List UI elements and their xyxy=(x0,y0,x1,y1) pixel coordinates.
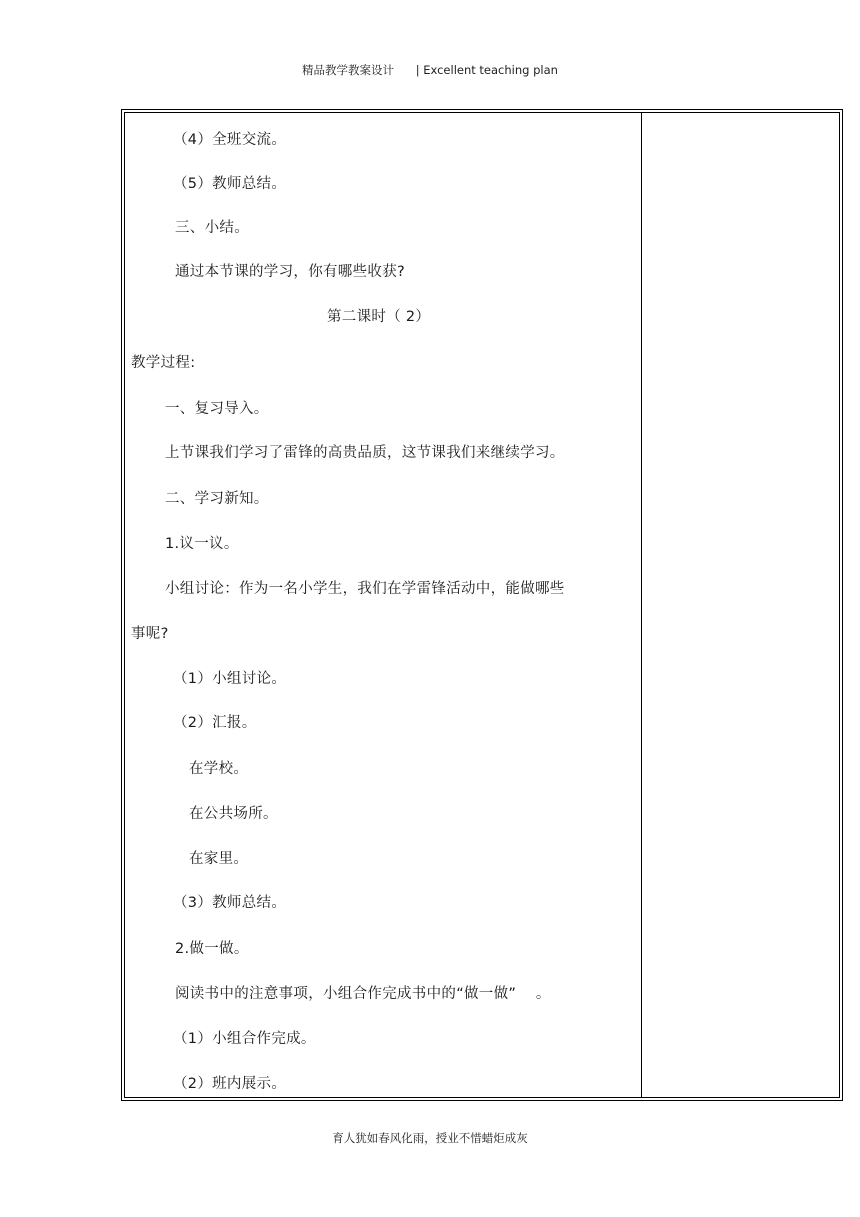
text-line: 在学校。 xyxy=(189,761,249,777)
header-title-en: | Excellent teaching plan xyxy=(415,63,558,77)
text-line: 教学过程: xyxy=(131,355,196,371)
text-line: （4）全班交流。 xyxy=(173,132,287,148)
lesson-table-inner xyxy=(124,112,840,1098)
text-line: 2.做一做。 xyxy=(175,941,249,957)
text-line: （2）汇报。 xyxy=(173,715,257,731)
text-line: 小组讨论：作为一名小学生，我们在学雷锋活动中，能做哪些 xyxy=(165,581,565,597)
text-line: 通过本节课的学习，你有哪些收获? xyxy=(175,264,405,280)
page-header xyxy=(0,62,860,78)
text-line: （2）班内展示。 xyxy=(173,1076,287,1092)
text-line: 在家里。 xyxy=(189,851,249,867)
text-line: 二、学习新知。 xyxy=(165,491,269,507)
header-title-cn: 精品教学教案设计 xyxy=(302,63,395,77)
text-line: 事呢? xyxy=(131,626,169,642)
text-line: 三、小结。 xyxy=(175,220,249,236)
text-line: （1）小组合作完成。 xyxy=(173,1031,316,1047)
text-line: （5）教师总结。 xyxy=(173,176,287,192)
page-footer: 育人犹如春风化雨，授业不惜蜡炬成灰 xyxy=(332,1131,528,1145)
text-line: 上节课我们学习了雷锋的高贵品质，这节课我们来继续学习。 xyxy=(165,445,565,461)
text-line: （3）教师总结。 xyxy=(173,895,287,911)
lesson-content-cell xyxy=(125,113,641,1097)
column-divider xyxy=(641,113,642,1097)
lesson-table xyxy=(121,109,843,1101)
section-title: 第二课时（ 2） xyxy=(327,309,431,325)
text-line: 阅读书中的注意事项，小组合作完成书中的“做一做” 。 xyxy=(175,986,551,1002)
text-line: 在公共场所。 xyxy=(189,806,278,822)
text-line: 1.议一议。 xyxy=(165,536,239,552)
text-line: 一、复习导入。 xyxy=(165,401,269,417)
text-line: （1）小组讨论。 xyxy=(173,671,287,687)
